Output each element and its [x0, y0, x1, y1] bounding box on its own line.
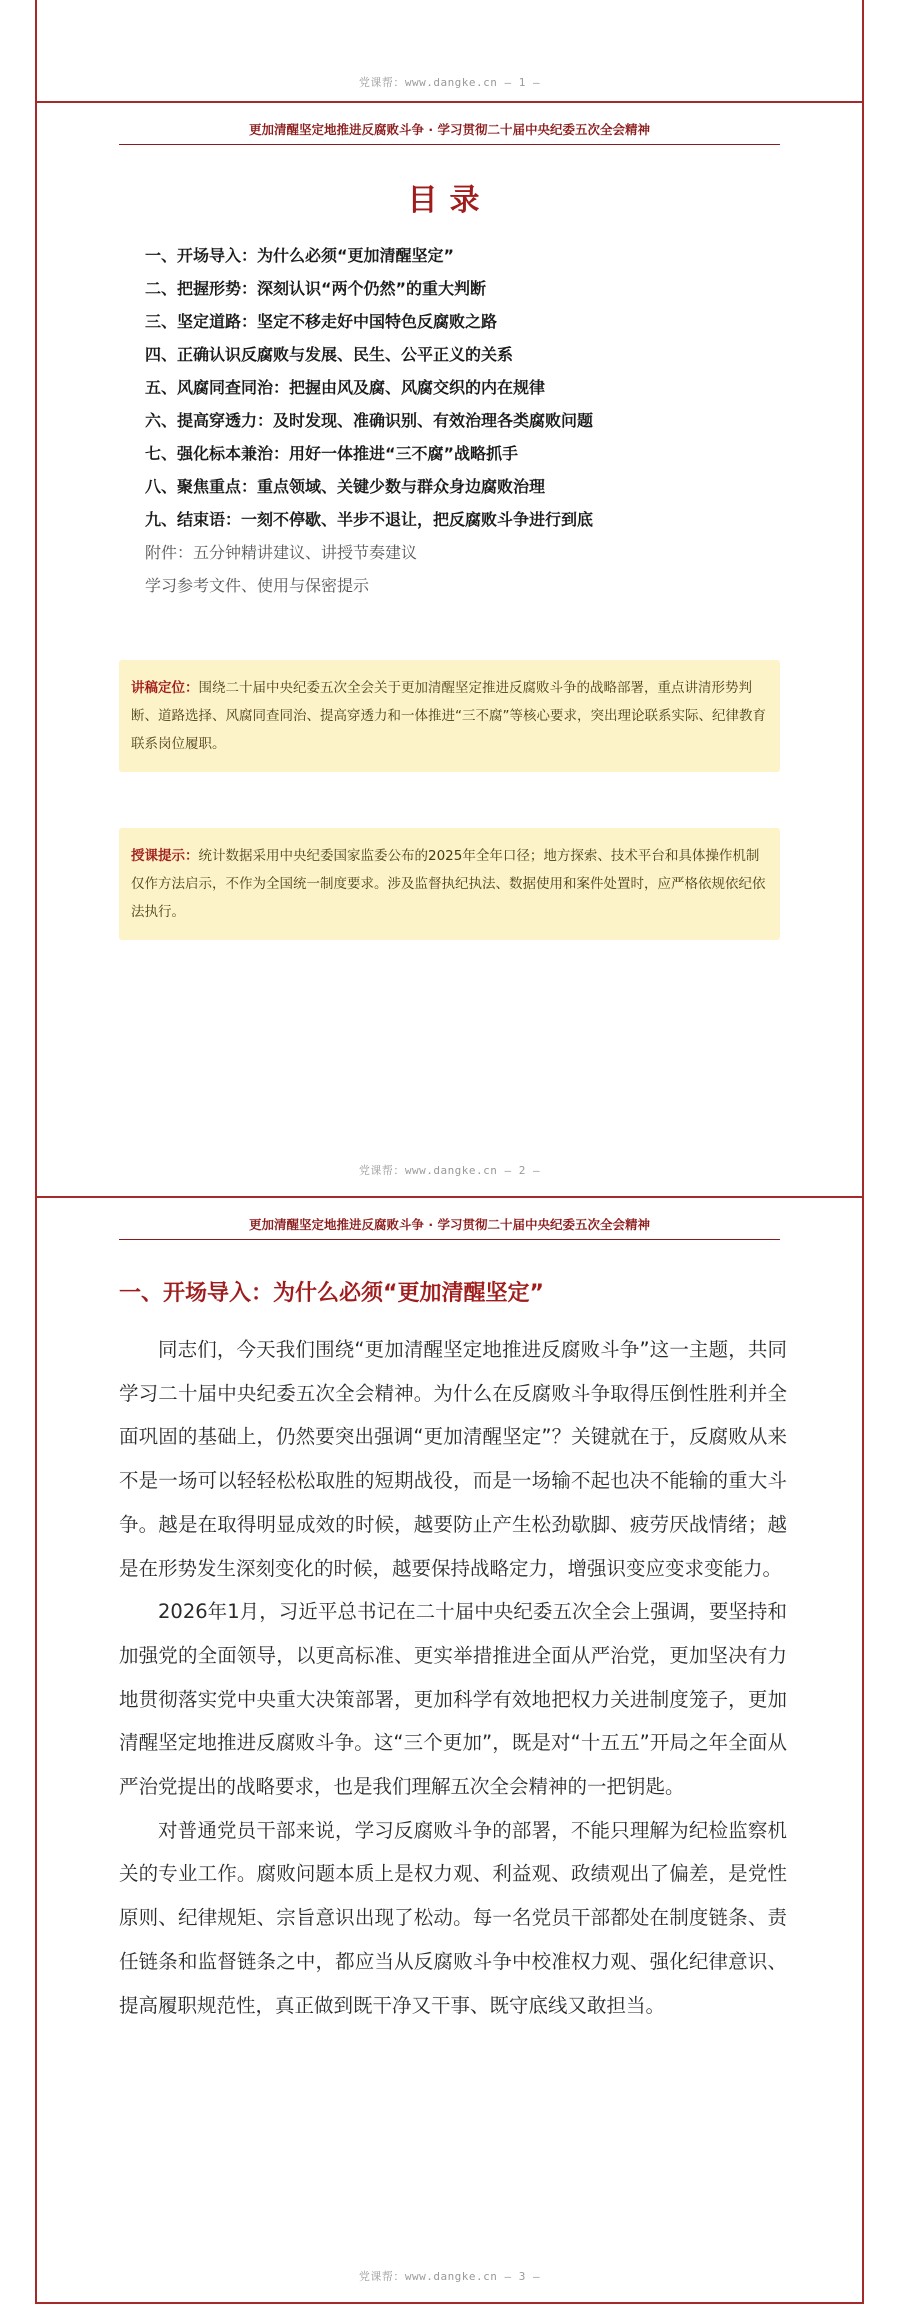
positioning-label: 讲稿定位：: [131, 680, 199, 696]
body-paragraph: 对普通党员干部来说，学习反腐败斗争的部署，不能只理解为纪检监察机关的专业工作。腐败问题本质上是权力观、利益观、政绩观出了偏差，是党性原则、纪律规矩、宗旨意识出现了松动。每一名党员干部都处在制度链条、责任链条和监督链条之中，都应当从反腐败斗争中校准权力观、强化纪律意识、提高履职规范性，真正做到既干净又干事、既守底线又敢担当。: [119, 1818, 787, 2017]
body-paragraph: 2026年1月，习近平总书记在二十届中央纪委五次全会上强调，要坚持和加强党的全面领导，以更高标准、更实举措推进全面从严治党，更加坚决有力地贯彻落实党中央重大决策部署，更加科学有效地把权力关进制度笼子，更加清醒坚定地推进反腐败斗争。这“三个更加”，既是对“十五五”开局之年全面从严治党提出的战略要求，也是我们理解五次全会精神的一把钥匙。: [119, 1600, 787, 1799]
positioning-callout: [119, 660, 780, 772]
toc-item[interactable]: 四、正确认识反腐败与发展、民生、公平正义的关系: [145, 345, 514, 364]
body-paragraph: 同志们，今天我们围绕“更加清醒坚定地推进反腐败斗争”这一主题，共同学习二十届中央纪委五次全会精神。为什么在反腐败斗争取得压倒性胜利并全面巩固的基础上，仍然要突出强调“更加清醒坚定”？关键就在于，反腐败从来不是一场可以轻轻松松取胜的短期战役，而是一场输不起也决不能输的重大斗争。越是在取得明显成效的时候，越要防止产生松劲歇脚、疲劳厌战情绪；越是在形势发生深刻变化的时候，越要保持战略定力，增强识变应变求变能力。: [119, 1338, 787, 1580]
running-head: 更加清醒坚定地推进反腐败斗争 · 学习贯彻二十届中央纪委五次全会精神: [119, 120, 780, 145]
toc-list: [145, 239, 593, 602]
toc-title: 目录: [407, 183, 492, 218]
toc-item[interactable]: 六、提高穿透力：及时发现、准确识别、有效治理各类腐败问题: [145, 411, 594, 430]
running-head: 更加清醒坚定地推进反腐败斗争 · 学习贯彻二十届中央纪委五次全会精神: [119, 1215, 780, 1240]
teaching-tips-label: 授课提示：: [131, 848, 199, 864]
toc-item-appendix[interactable]: 附件：五分钟精讲建议、讲授节奏建议: [145, 543, 418, 562]
toc-item[interactable]: 九、结束语：一刻不停歇、半步不退让，把反腐败斗争进行到底: [145, 510, 594, 529]
toc-item-references[interactable]: 学习参考文件、使用与保密提示: [145, 576, 370, 595]
toc-item[interactable]: 一、开场导入：为什么必须“更加清醒坚定”: [145, 246, 455, 265]
toc-item[interactable]: 八、聚焦重点：重点领域、关键少数与群众身边腐败治理: [145, 477, 546, 496]
toc-item[interactable]: 七、强化标本兼治：用好一体推进“三不腐”战略抓手: [145, 444, 519, 463]
page-2: [35, 103, 864, 1198]
page-footer: 党课帮：www.dangke.cn — 2 —: [358, 1164, 541, 1177]
section-heading: 一、开场导入：为什么必须“更加清醒坚定”: [119, 1281, 544, 1306]
page-3: [35, 1198, 864, 2304]
toc-item[interactable]: 三、坚定道路：坚定不移走好中国特色反腐败之路: [145, 312, 498, 331]
teaching-tips-callout: [119, 828, 780, 940]
page-footer: 党课帮：www.dangke.cn — 1 —: [358, 76, 541, 89]
toc-item[interactable]: 二、把握形势：深刻认识“两个仍然”的重大判断: [145, 279, 487, 298]
section-body: [119, 1328, 787, 2027]
page-1: [35, 0, 864, 103]
teaching-tips-text: 统计数据采用中央纪委国家监委公布的2025年全年口径；地方探索、技术平台和具体操作机制仅作方法启示，不作为全国统一制度要求。涉及监督执纪执法、数据使用和案件处置时，应严格依规依纪依法执行。: [131, 848, 766, 920]
page-footer: 党课帮：www.dangke.cn — 3 —: [358, 2270, 541, 2283]
toc-item[interactable]: 五、风腐同查同治：把握由风及腐、风腐交织的内在规律: [145, 378, 546, 397]
positioning-text: 围绕二十届中央纪委五次全会关于更加清醒坚定推进反腐败斗争的战略部署，重点讲清形势判断、道路选择、风腐同查同治、提高穿透力和一体推进“三不腐”等核心要求，突出理论联系实际、纪律教育联系岗位履职。: [131, 680, 766, 752]
